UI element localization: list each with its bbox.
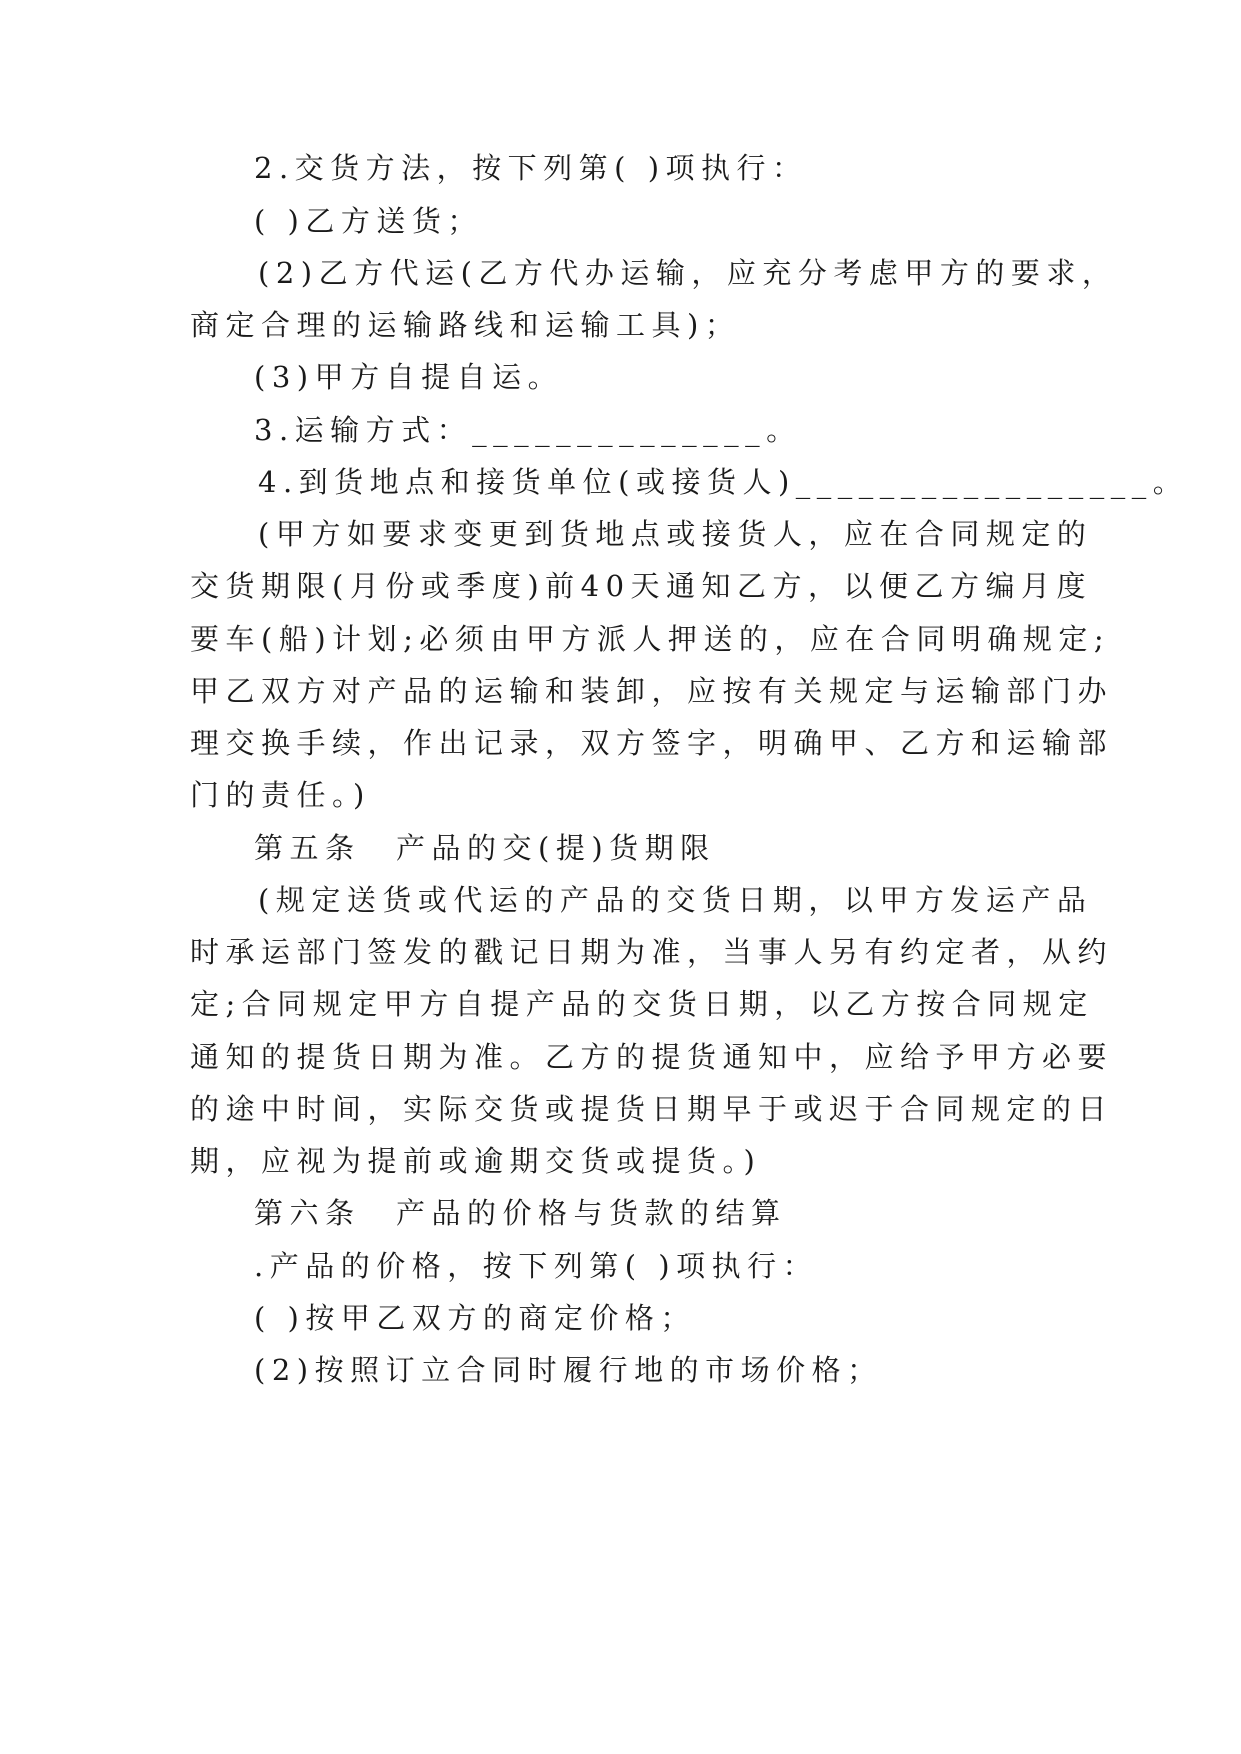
text-line: 2.交货方法，按下列第( )项执行： (254, 151, 808, 185)
text-line: 甲乙双方对产品的运输和装卸，应按有关规定与运输部门办 (190, 674, 1114, 708)
section-heading: 第五条 产品的交(提)货期限 (254, 831, 716, 865)
text-line: 期，应视为提前或逾期交货或提货。) (190, 1144, 762, 1178)
text-line: .产品的价格，按下列第( )项执行： (254, 1249, 819, 1283)
text-line: 理交换手续，作出记录，双方签字，明确甲、乙方和运输部 (190, 726, 1114, 760)
text-line: (2)按照订立合同时履行地的市场价格； (254, 1353, 883, 1387)
text-line: 时承运部门签发的戳记日期为准，当事人另有约定者，从约 (190, 935, 1114, 969)
text-line: 定;合同规定甲方自提产品的交货日期，以乙方按合同规定 (190, 987, 1094, 1021)
section-heading: 第六条 产品的价格与货款的结算 (254, 1196, 787, 1230)
text-line: 商定合理的运输路线和运输工具)； (190, 308, 741, 342)
text-line: (甲方如要求变更到货地点或接货人，应在合同规定的 (258, 517, 1093, 551)
text-line: 的途中时间，实际交货或提货日期早于或迟于合同规定的日 (190, 1092, 1114, 1126)
text-line: 3.运输方式：______________。 (254, 413, 802, 447)
text-line: 交货期限(月份或季度)前40天通知乙方，以便乙方编月度 (190, 569, 1093, 603)
text-line: (规定送货或代运的产品的交货日期，以甲方发运产品 (258, 883, 1093, 917)
text-line: 要车(船)计划;必须由甲方派人押送的，应在合同明确规定; (190, 622, 1111, 656)
text-line: (2)乙方代运(乙方代办运输，应充分考虑甲方的要求， (258, 256, 1118, 290)
text-line: ( )乙方送货； (254, 204, 483, 238)
text-line: 门的责任。) (190, 778, 371, 812)
text-line: 4.到货地点和接货单位(或接货人)_________________。 (258, 465, 1189, 499)
text-line: (3)甲方自提自运。 (254, 360, 564, 394)
text-line: 通知的提货日期为准。乙方的提货通知中，应给予甲方必要 (190, 1040, 1114, 1074)
text-line: ( )按甲乙双方的商定价格； (254, 1301, 696, 1335)
